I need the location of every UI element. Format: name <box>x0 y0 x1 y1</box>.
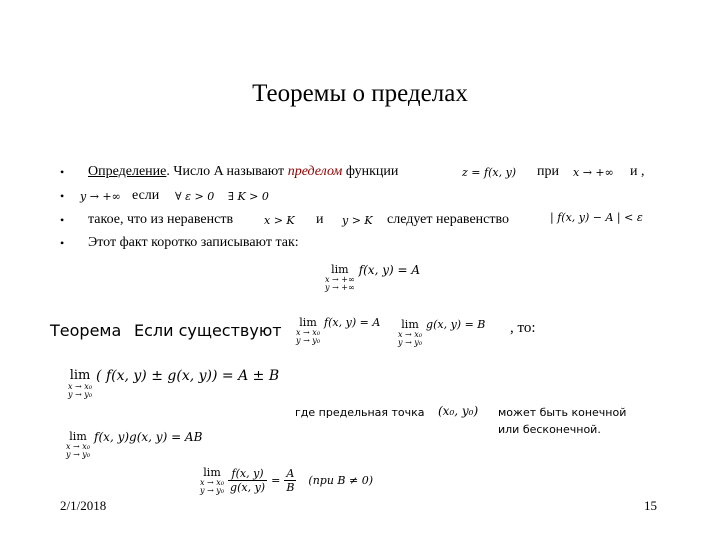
sub-y0: y → y₀ <box>398 338 423 347</box>
quotient-condition: (при B ≠ 0) <box>308 474 373 487</box>
where-note: где предельная точка <box>295 406 425 419</box>
sub-x0: x → x₀ <box>398 330 423 339</box>
bullet-1-text <box>88 164 398 180</box>
quotient-numerator-A: A <box>284 467 296 481</box>
lim-label: lim <box>69 368 91 383</box>
f-eq-A: f(x, y) = A <box>358 263 421 277</box>
exists-K-formula: ∃ K > 0 <box>228 190 269 203</box>
limit-point-formula: (x₀, y₀) <box>438 404 479 418</box>
lim-label: lim <box>69 430 87 443</box>
bullet-1-part: . Число A называют <box>166 164 288 179</box>
sub-y0: y → y₀ <box>200 486 225 495</box>
bullet-dot: • <box>60 236 65 250</box>
limit-g-formula <box>398 318 485 347</box>
bullet-dot: • <box>60 213 65 227</box>
quotient-fg <box>228 467 267 494</box>
limit-f-formula <box>296 316 380 345</box>
quotient-denominator-g: g(x, y) <box>230 481 266 494</box>
esli-word: если <box>132 188 160 203</box>
point-note-line-1: может быть конечной <box>498 406 627 419</box>
inequality-formula: | f(x, y) − A | < ε <box>550 211 643 224</box>
product-expression: f(x, y)g(x, y) = AB <box>94 430 203 444</box>
lim-label: lim <box>401 318 419 331</box>
limit-term: пределом <box>287 164 343 179</box>
theorem-label: Теорема <box>50 321 122 340</box>
bullet-4-text: Этот факт коротко записывают так: <box>88 235 299 250</box>
sub-y0: y → y₀ <box>66 450 91 459</box>
y-gt-K-formula: y > K <box>342 214 373 227</box>
sub-x0: x → x₀ <box>296 328 321 337</box>
page-number: 15 <box>644 498 657 513</box>
and-word: и , <box>630 164 645 179</box>
lim-label: lim <box>299 316 317 329</box>
equals-sign: = <box>271 474 281 487</box>
quotient-numerator-f: f(x, y) <box>228 467 267 481</box>
pri-word: при <box>537 164 559 179</box>
quotient-denominator-B: B <box>286 481 295 494</box>
x-to-inf-formula: x → +∞ <box>573 166 614 179</box>
sub-x0: x → x₀ <box>68 382 93 391</box>
and-word-2: и <box>316 212 324 227</box>
lim-label: lim <box>203 466 221 479</box>
f-eq-A2: f(x, y) = A <box>324 316 381 329</box>
bullet-1-part2: функции <box>342 164 399 179</box>
bullet-dot: • <box>60 165 65 179</box>
y-to-inf-formula: y → +∞ <box>80 190 121 203</box>
sub-x-inf: x → +∞ <box>325 275 355 284</box>
quotient-AB <box>284 467 296 494</box>
follows-text: следует неравенство <box>387 212 510 227</box>
point-note-line-2: или бесконечной. <box>498 423 601 436</box>
footer-date: 2/1/2018 <box>60 498 107 513</box>
sub-x0: x → x₀ <box>200 478 225 487</box>
sub-y0: y → y₀ <box>296 336 321 345</box>
sum-expression: ( f(x, y) ± g(x, y)) = A ± B <box>96 368 280 384</box>
bullet-3-text: такое, что из неравенств <box>88 212 234 227</box>
point-note <box>498 404 626 438</box>
slide-title: Теоремы о пределах <box>252 80 468 107</box>
limit-infinity-formula <box>325 263 420 292</box>
forall-eps-formula: ∀ ε > 0 <box>175 190 215 203</box>
product-limit-formula <box>66 430 202 459</box>
sum-limit-formula <box>68 368 279 399</box>
theorem-text: Если существуют <box>134 321 282 340</box>
g-eq-B: g(x, y) = B <box>426 318 486 331</box>
function-formula: z = f(x, y) <box>462 166 517 179</box>
x-gt-K-formula: x > K <box>264 214 295 227</box>
theorem-to: , то: <box>510 320 536 336</box>
sub-y0: y → y₀ <box>68 390 93 399</box>
sub-x0: x → x₀ <box>66 442 91 451</box>
quotient-limit-formula <box>200 466 373 495</box>
bullet-dot: • <box>60 189 65 203</box>
lim-label: lim <box>331 263 349 276</box>
sub-y-inf: y → +∞ <box>325 283 355 292</box>
definition-label: Определение <box>88 164 167 179</box>
